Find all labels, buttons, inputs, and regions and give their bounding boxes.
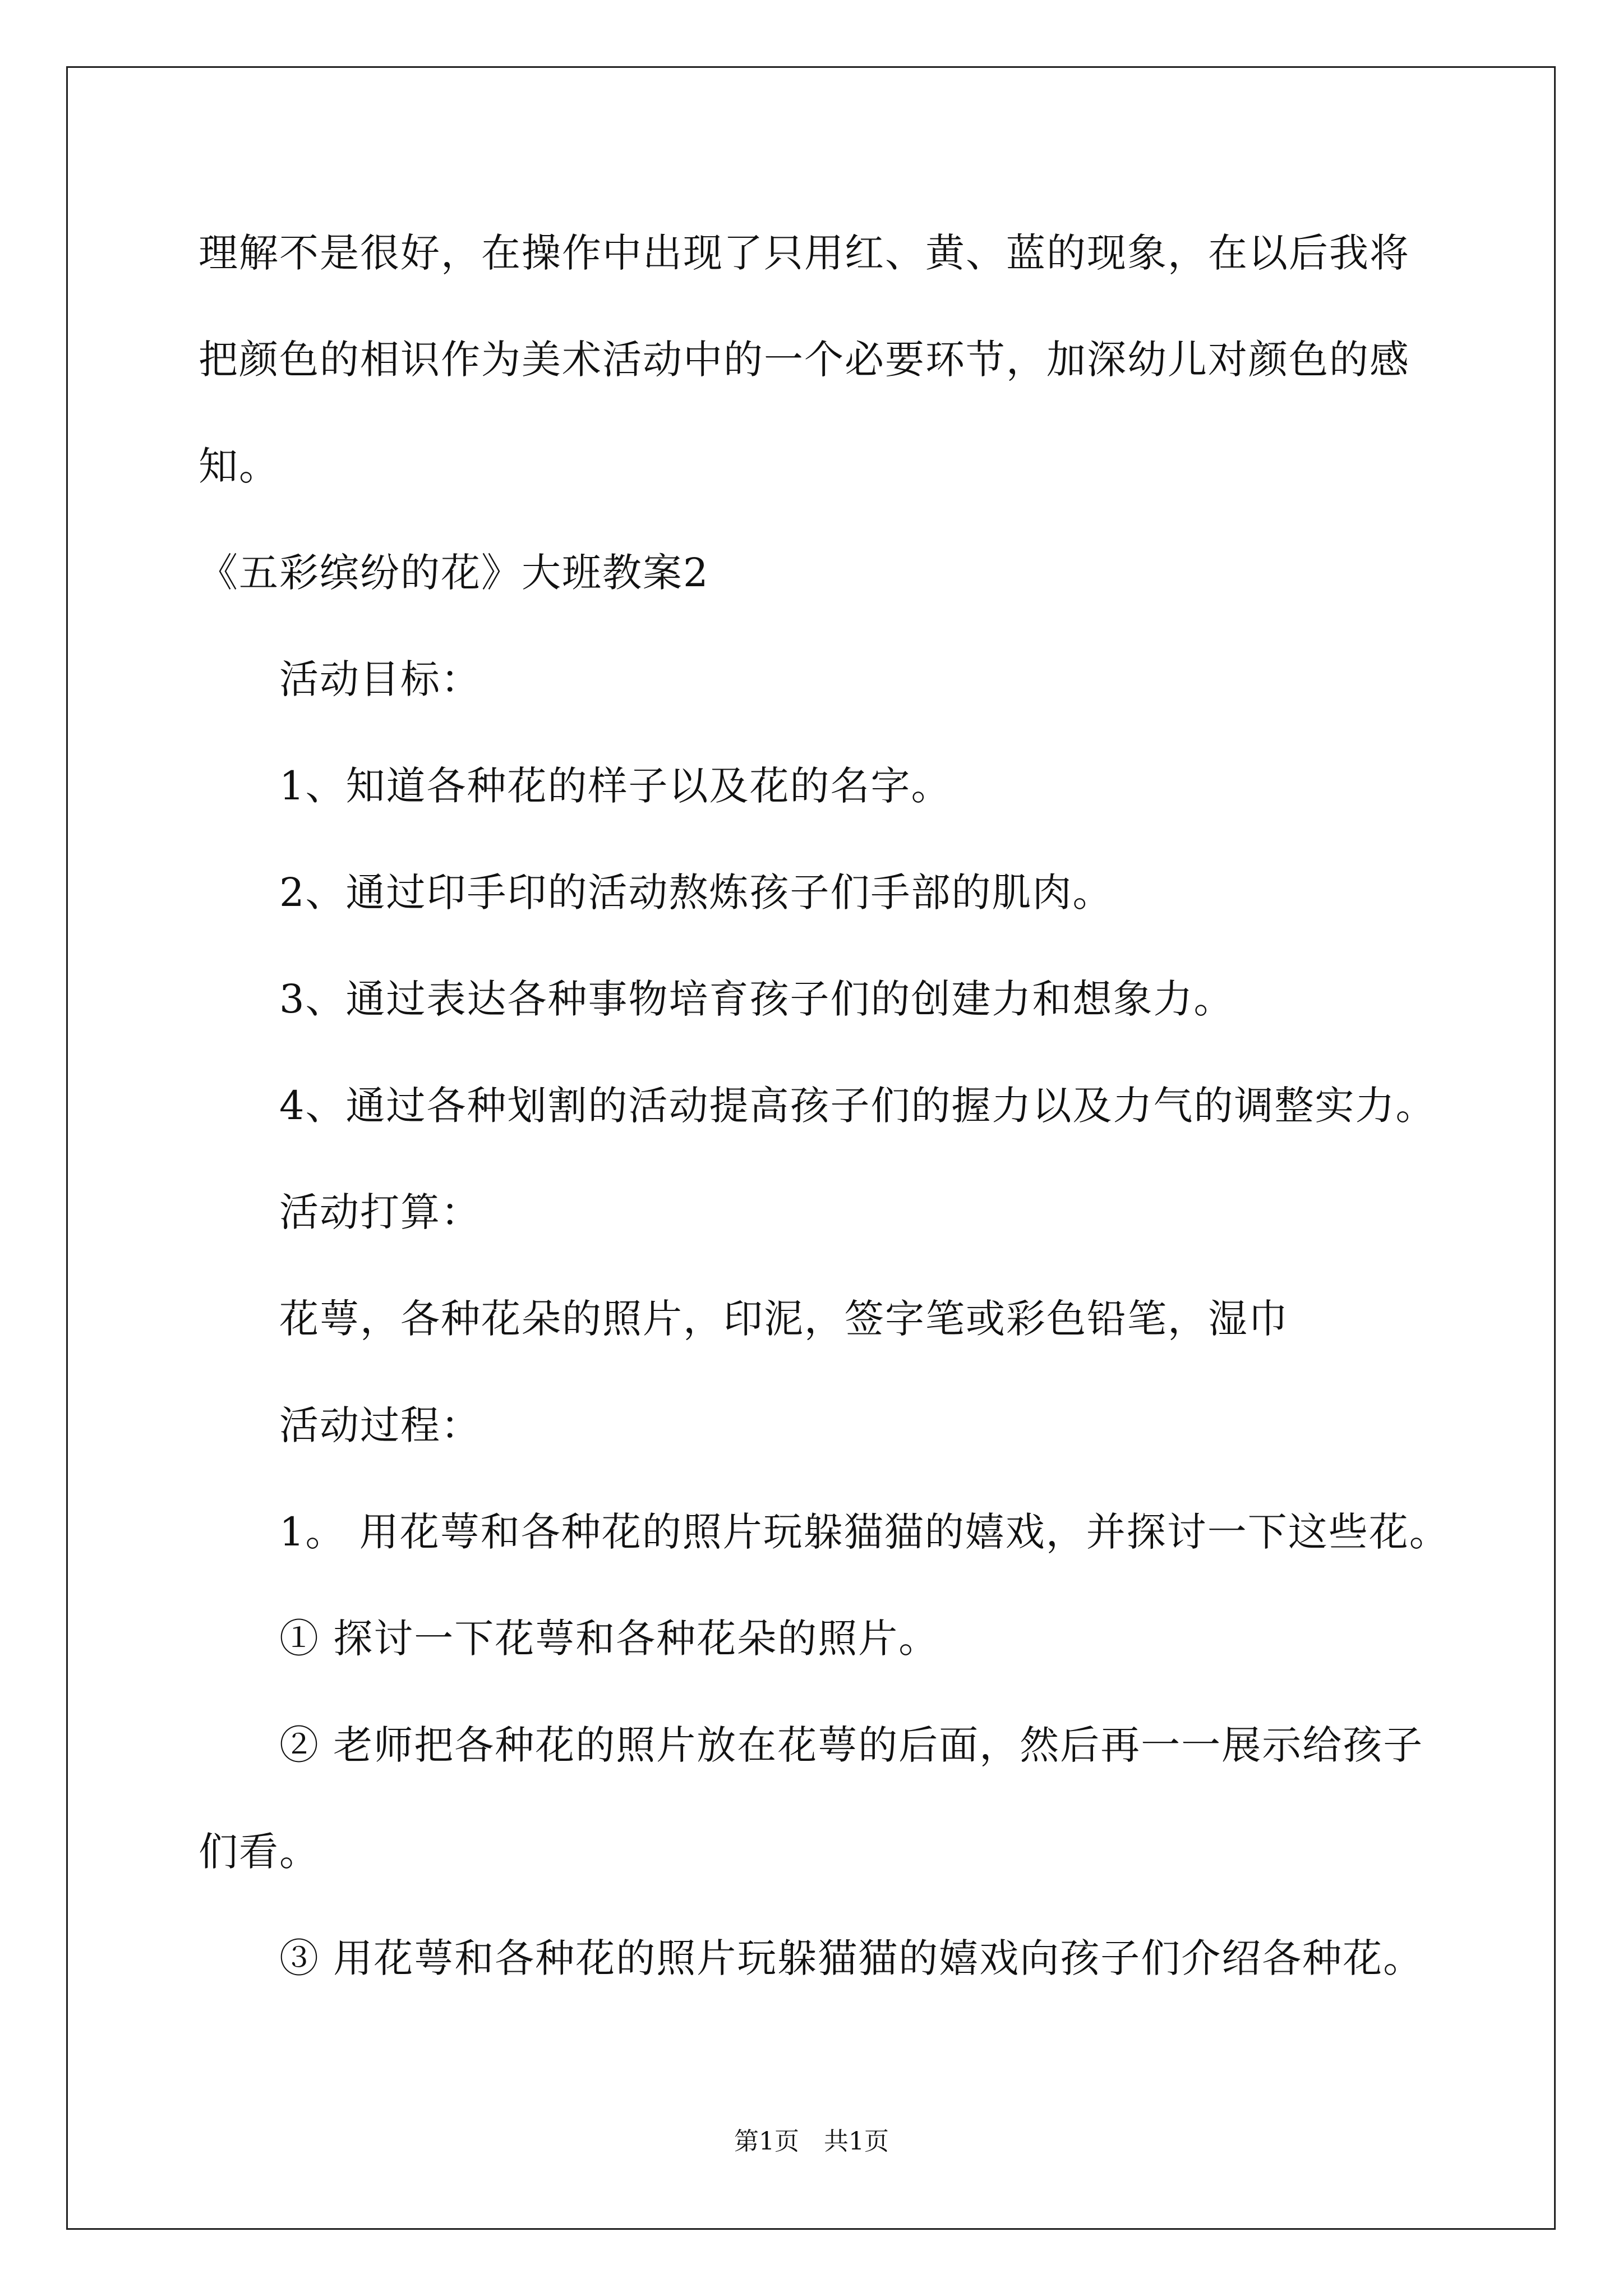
- page-footer: 第1页 共1页: [734, 2127, 889, 2156]
- body-line-11: 花萼，各种花朵的照片，印泥，签字笔或彩色铅笔，湿巾: [279, 1296, 1289, 1342]
- body-line-10: 活动打算：: [279, 1189, 481, 1235]
- body-line-9: 4、通过各种划割的活动提高孩子们的握力以及力气的调整实力。: [279, 1083, 1436, 1129]
- body-line-17: ③ 用花萼和各种花的照片玩躲猫猫的嬉戏向孩子们介绍各种花。: [279, 1935, 1424, 1981]
- body-line-8: 3、通过表达各种事物培育孩子们的创建力和想象力。: [279, 976, 1234, 1022]
- page-border: [66, 66, 1556, 2230]
- body-line-14: ① 探讨一下花萼和各种花朵的照片。: [279, 1616, 939, 1662]
- body-line-1: 理解不是很好，在操作中出现了只用红、黄、蓝的现象，在以后我将: [199, 230, 1410, 276]
- body-line-15: ② 老师把各种花的照片放在花萼的后面，然后再一一展示给孩子: [279, 1722, 1424, 1768]
- body-line-13: 1。 用花萼和各种花的照片玩躲猫猫的嬉戏，并探讨一下这些花。: [279, 1509, 1450, 1555]
- body-line-6: 1、知道各种花的样子以及花的名字。: [279, 763, 952, 809]
- body-line-16: 们看。: [199, 1829, 320, 1875]
- section-heading: 《五彩缤纷的花》大班教案2: [199, 550, 709, 596]
- body-line-12: 活动过程：: [279, 1402, 481, 1448]
- body-line-5: 活动目标：: [279, 656, 481, 702]
- body-line-3: 知。: [199, 443, 279, 489]
- body-line-7: 2、通过印手印的活动熬炼孩子们手部的肌肉。: [279, 869, 1113, 915]
- body-line-2: 把颜色的相识作为美术活动中的一个必要环节，加深幼儿对颜色的感: [199, 337, 1410, 383]
